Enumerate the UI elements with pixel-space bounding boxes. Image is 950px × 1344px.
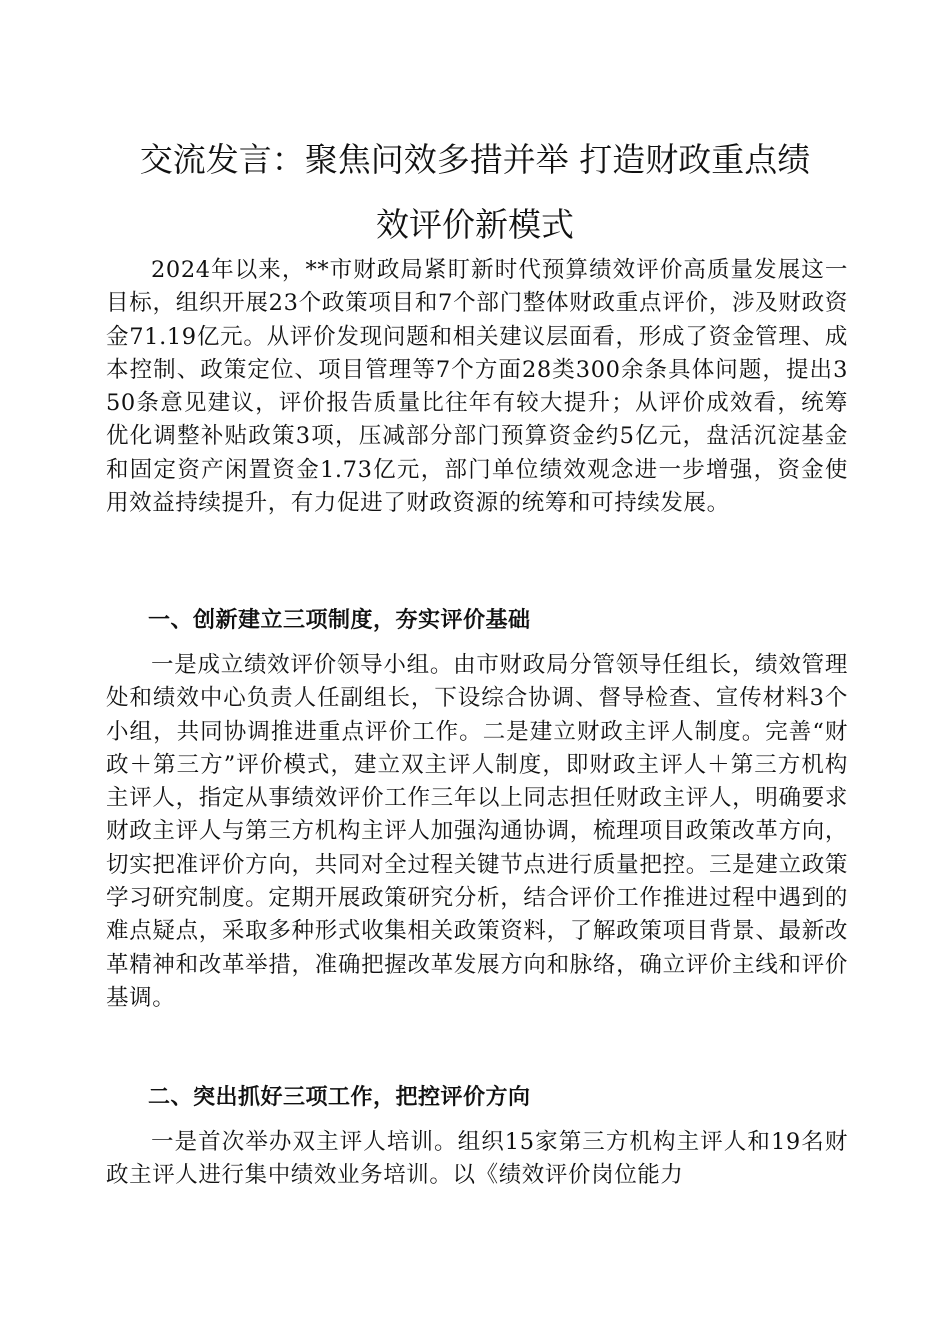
section-2-heading: 二、突出抓好三项工作，把控评价方向 [148, 1085, 531, 1110]
section-1-paragraph: 一是成立绩效评价领导小组。由市财政局分管领导任组长，绩效管理处和绩效中心负责人任副组长，下设综合协调、督导检查、宣传材料3个小组，共同协调推进重点评价工作。二是建立财政主评人制度。完善“财政＋第三方”评价模式，建立双主评人制度，即财政主评人＋第三方机构主评人，指定从事绩效评价工作三年以上同志担任财政主评人，明确要求财政主评人与第三方机构主评人加强沟通协调，梳理项目政策改革方向，切实把准评价方向，共同对全过程关键节点进行质量把控。三是建立政策学习研究制度。定期开展政策研究分析，结合评价工作推进过程中遇到的难点疑点，采取多种形式收集相关政策资料，了解政策项目背景、最新改革精神和改革举措，准确把握改革发展方向和脉络，确立评价主线和评价基调。 [106, 652, 848, 1011]
section-1-heading: 一、创新建立三项制度，夯实评价基础 [148, 608, 531, 633]
intro-paragraph: 2024年以来，**市财政局紧盯新时代预算绩效评价高质量发展这一目标，组织开展23个政策项目和7个部门整体财政重点评价，涉及财政资金71.19亿元。从评价发现问题和相关建议层面看，形成了资金管理、成本控制、政策定位、项目管理等7个方面28类300余条具体问题，提出350条意见建议，评价报告质量比往年有较大提升；从评价成效看，统筹优化调整补贴政策3项，压减部分部门预算资金约5亿元，盘活沉淀基金和固定资产闲置资金1.73亿元，部门单位绩效观念进一步增强，资金使用效益持续提升，有力促进了财政资源的统筹和可持续发展。 [106, 257, 848, 517]
document-title-line-1: 交流发言：聚焦问效多措并举 打造财政重点绩 [139, 140, 811, 179]
section-2-paragraph: 一是首次举办双主评人培训。组织15家第三方机构主评人和19名财政主评人进行集中绩效业务培训。以《绩效评价岗位能力 [106, 1129, 848, 1189]
document-title-line-2: 效评价新模式 [376, 205, 574, 244]
